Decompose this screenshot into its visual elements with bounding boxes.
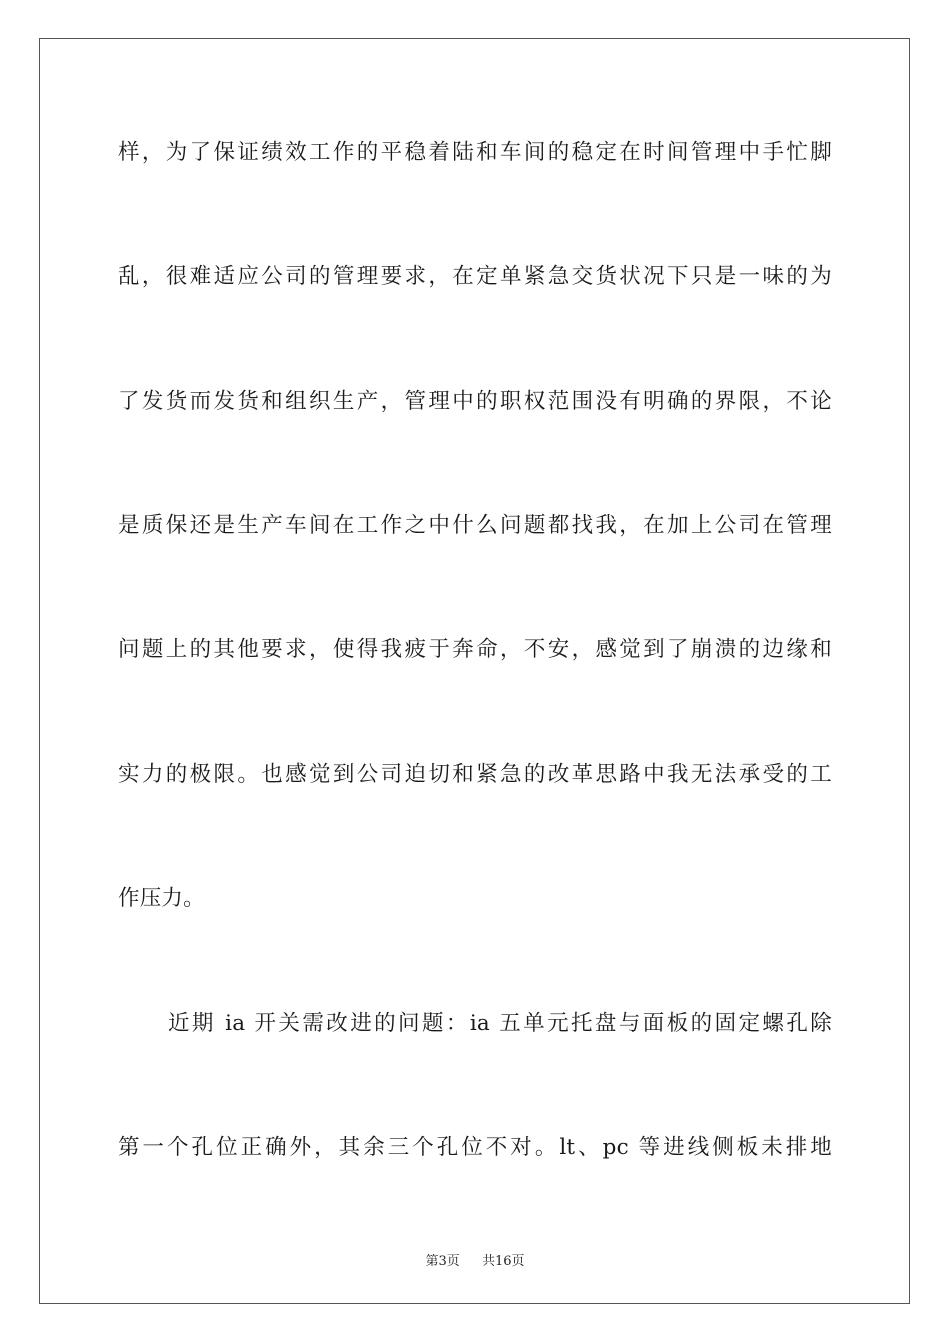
text-line-5: 问题上的其他要求，使得我疲于奔命，不安，感觉到了崩溃的边缘和	[118, 637, 832, 662]
text-line-8: 近期 ia 开关需改进的问题：ia 五单元托盘与面板的固定螺孔除	[168, 1011, 832, 1036]
text-line-4: 是质保还是生产车间在工作之中什么问题都找我，在加上公司在管理	[118, 513, 832, 538]
text-line-9: 第一个孔位正确外，其余三个孔位不对。lt、pc 等进线侧板未排地	[118, 1135, 832, 1160]
text-line-2: 乱，很难适应公司的管理要求，在定单紧急交货状况下只是一味的为	[118, 264, 832, 289]
page-total: 共16页	[482, 1254, 525, 1269]
text-line-1: 样，为了保证绩效工作的平稳着陆和车间的稳定在时间管理中手忙脚	[118, 140, 832, 165]
page-footer	[0, 1250, 950, 1269]
text-line-3: 了发货而发货和组织生产，管理中的职权范围没有明确的界限，不论	[118, 389, 832, 414]
page-number: 第3页	[425, 1254, 460, 1269]
text-line-7: 作压力。	[118, 886, 205, 911]
page-border	[39, 38, 910, 1304]
text-line-6: 实力的极限。也感觉到公司迫切和紧急的改革思路中我无法承受的工	[118, 762, 832, 787]
